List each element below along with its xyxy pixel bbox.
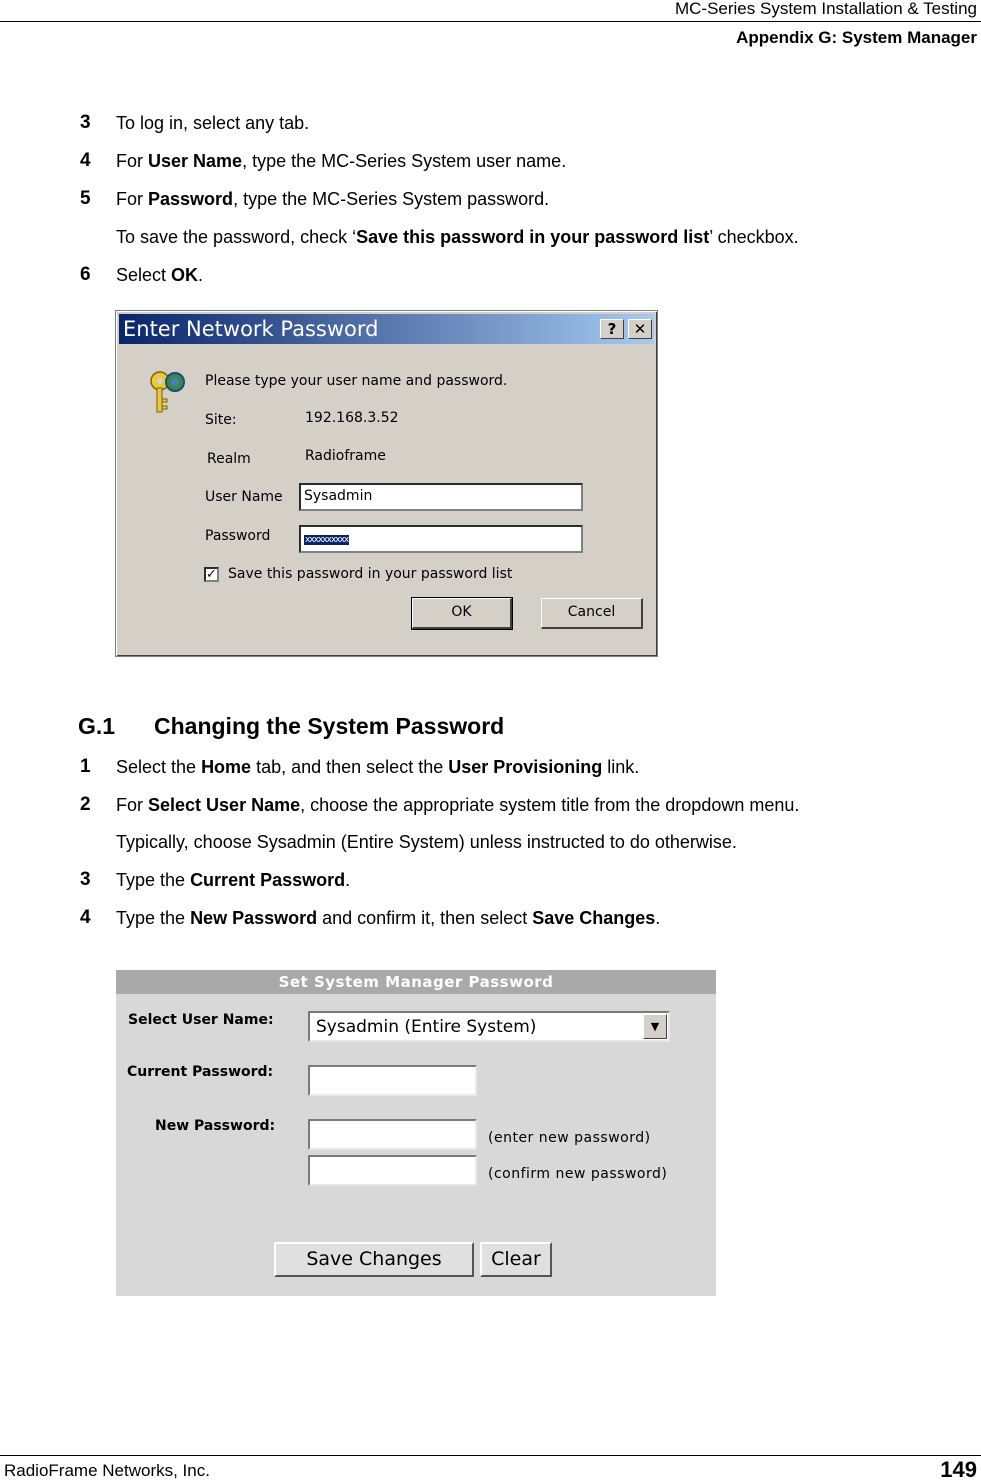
enter-network-password-dialog	[115, 310, 658, 657]
close-button[interactable]: ✕	[628, 319, 652, 339]
site-value: 192.168.3.52	[305, 410, 399, 426]
dialog-title-bar	[119, 314, 654, 344]
step-text	[116, 907, 660, 929]
key-icon	[148, 369, 192, 417]
realm-label: Realm	[207, 451, 251, 467]
user-name-value: Sysadmin	[304, 488, 373, 504]
step-text	[116, 831, 737, 853]
step-text-part: , choose the appropriate system title from the dropdown menu.	[300, 795, 800, 815]
select-user-name-dropdown[interactable]	[308, 1011, 670, 1042]
step-text-pre: To log in, select any tab.	[116, 113, 310, 133]
step-text-pre: Select	[116, 265, 172, 285]
step-text-part: Typically, choose Sysadmin (Entire System) unless instructed to do otherwise.	[116, 832, 737, 852]
set-system-manager-password-panel	[116, 970, 716, 1296]
step-number: 4	[80, 150, 91, 171]
step-text-part: Current Password	[190, 870, 346, 890]
step-text-bold: Password	[148, 189, 234, 209]
step-text-post: , type the MC-Series System password.	[233, 189, 550, 209]
dialog-title: Enter Network Password	[123, 317, 379, 341]
step-text	[116, 794, 799, 816]
step-number: 3	[80, 112, 91, 133]
user-name-input[interactable]	[299, 483, 583, 511]
panel-title: Set System Manager Password	[116, 970, 716, 994]
dialog-prompt: Please type your user name and password.	[205, 373, 508, 389]
section-number: G.1	[78, 713, 116, 739]
password-label: Password	[205, 528, 271, 544]
chevron-down-icon[interactable]: ▼	[643, 1014, 667, 1039]
section-title: Changing the System Password	[154, 713, 505, 739]
help-button[interactable]: ?	[600, 319, 624, 339]
site-label: Site:	[205, 412, 237, 428]
cancel-button[interactable]: Cancel	[541, 598, 643, 629]
step-text	[116, 112, 309, 134]
step-number: 2	[80, 794, 91, 815]
step-text-bold: Save this password in your password list	[356, 227, 710, 247]
step-text-part: tab, and then select the	[251, 757, 449, 777]
step-text-part: .	[655, 908, 661, 928]
step-text-part: Home	[201, 757, 252, 777]
step-text-part: Select User Name	[148, 795, 301, 815]
clear-button[interactable]: Clear	[480, 1242, 552, 1277]
save-password-label: Save this password in your password list	[228, 566, 513, 582]
new-password-label: New Password:	[155, 1118, 276, 1134]
step-text-part: Save Changes	[532, 908, 656, 928]
step-text-part: .	[345, 870, 351, 890]
step-text-part: Select the	[116, 757, 202, 777]
step-text-part: User Provisioning	[448, 757, 603, 777]
step-text-pre: For	[116, 151, 149, 171]
step-number: 1	[80, 756, 91, 777]
header-rule	[0, 21, 981, 22]
step-text	[116, 226, 799, 248]
step-text-part: Type the	[116, 908, 191, 928]
footer-rule	[0, 1455, 981, 1456]
step-text	[116, 756, 639, 778]
select-user-name-value: Sysadmin (Entire System)	[316, 1017, 537, 1037]
step-text-part: link.	[602, 757, 640, 777]
running-header-title: MC-Series System Installation & Testing	[674, 0, 977, 18]
step-text	[116, 150, 566, 172]
running-header-subtitle: Appendix G: System Manager	[736, 28, 977, 47]
confirm-password-input[interactable]	[308, 1155, 477, 1186]
step-text-post: .	[198, 265, 204, 285]
new-password-input[interactable]	[308, 1119, 477, 1150]
step-number: 6	[80, 264, 91, 285]
current-password-input[interactable]	[308, 1065, 477, 1096]
realm-value: Radioframe	[305, 448, 386, 464]
step-text-part: and confirm it, then select	[317, 908, 533, 928]
step-number: 4	[80, 907, 91, 928]
step-text-pre: For	[116, 189, 149, 209]
step-number: 5	[80, 188, 91, 209]
user-name-label: User Name	[205, 489, 283, 505]
step-text	[116, 264, 203, 286]
section-heading	[78, 713, 504, 740]
step-number: 3	[80, 869, 91, 890]
step-text	[116, 188, 549, 210]
step-text-pre: To save the password, check ‘	[116, 227, 357, 247]
step-text-post: ’ checkbox.	[709, 227, 799, 247]
save-password-checkbox[interactable]: ✓	[204, 567, 219, 582]
step-text-part: New Password	[190, 908, 318, 928]
step-text	[116, 869, 350, 891]
select-user-name-label: Select User Name:	[128, 1012, 274, 1028]
enter-new-password-hint: (enter new password)	[488, 1130, 651, 1146]
ok-button[interactable]: OK	[412, 598, 512, 629]
step-text-bold: OK	[171, 265, 199, 285]
step-text-part: For	[116, 795, 149, 815]
current-password-label: Current Password:	[127, 1064, 274, 1080]
save-changes-button[interactable]: Save Changes	[274, 1242, 474, 1277]
page-number: 149	[940, 1457, 977, 1482]
footer-company: RadioFrame Networks, Inc.	[4, 1461, 210, 1480]
confirm-new-password-hint: (confirm new password)	[488, 1166, 668, 1182]
step-text-bold: User Name	[148, 151, 243, 171]
password-value: xxxxxxxxxx	[305, 535, 349, 545]
step-text-part: Type the	[116, 870, 191, 890]
step-text-post: , type the MC-Series System user name.	[242, 151, 567, 171]
password-input[interactable]	[299, 525, 583, 553]
